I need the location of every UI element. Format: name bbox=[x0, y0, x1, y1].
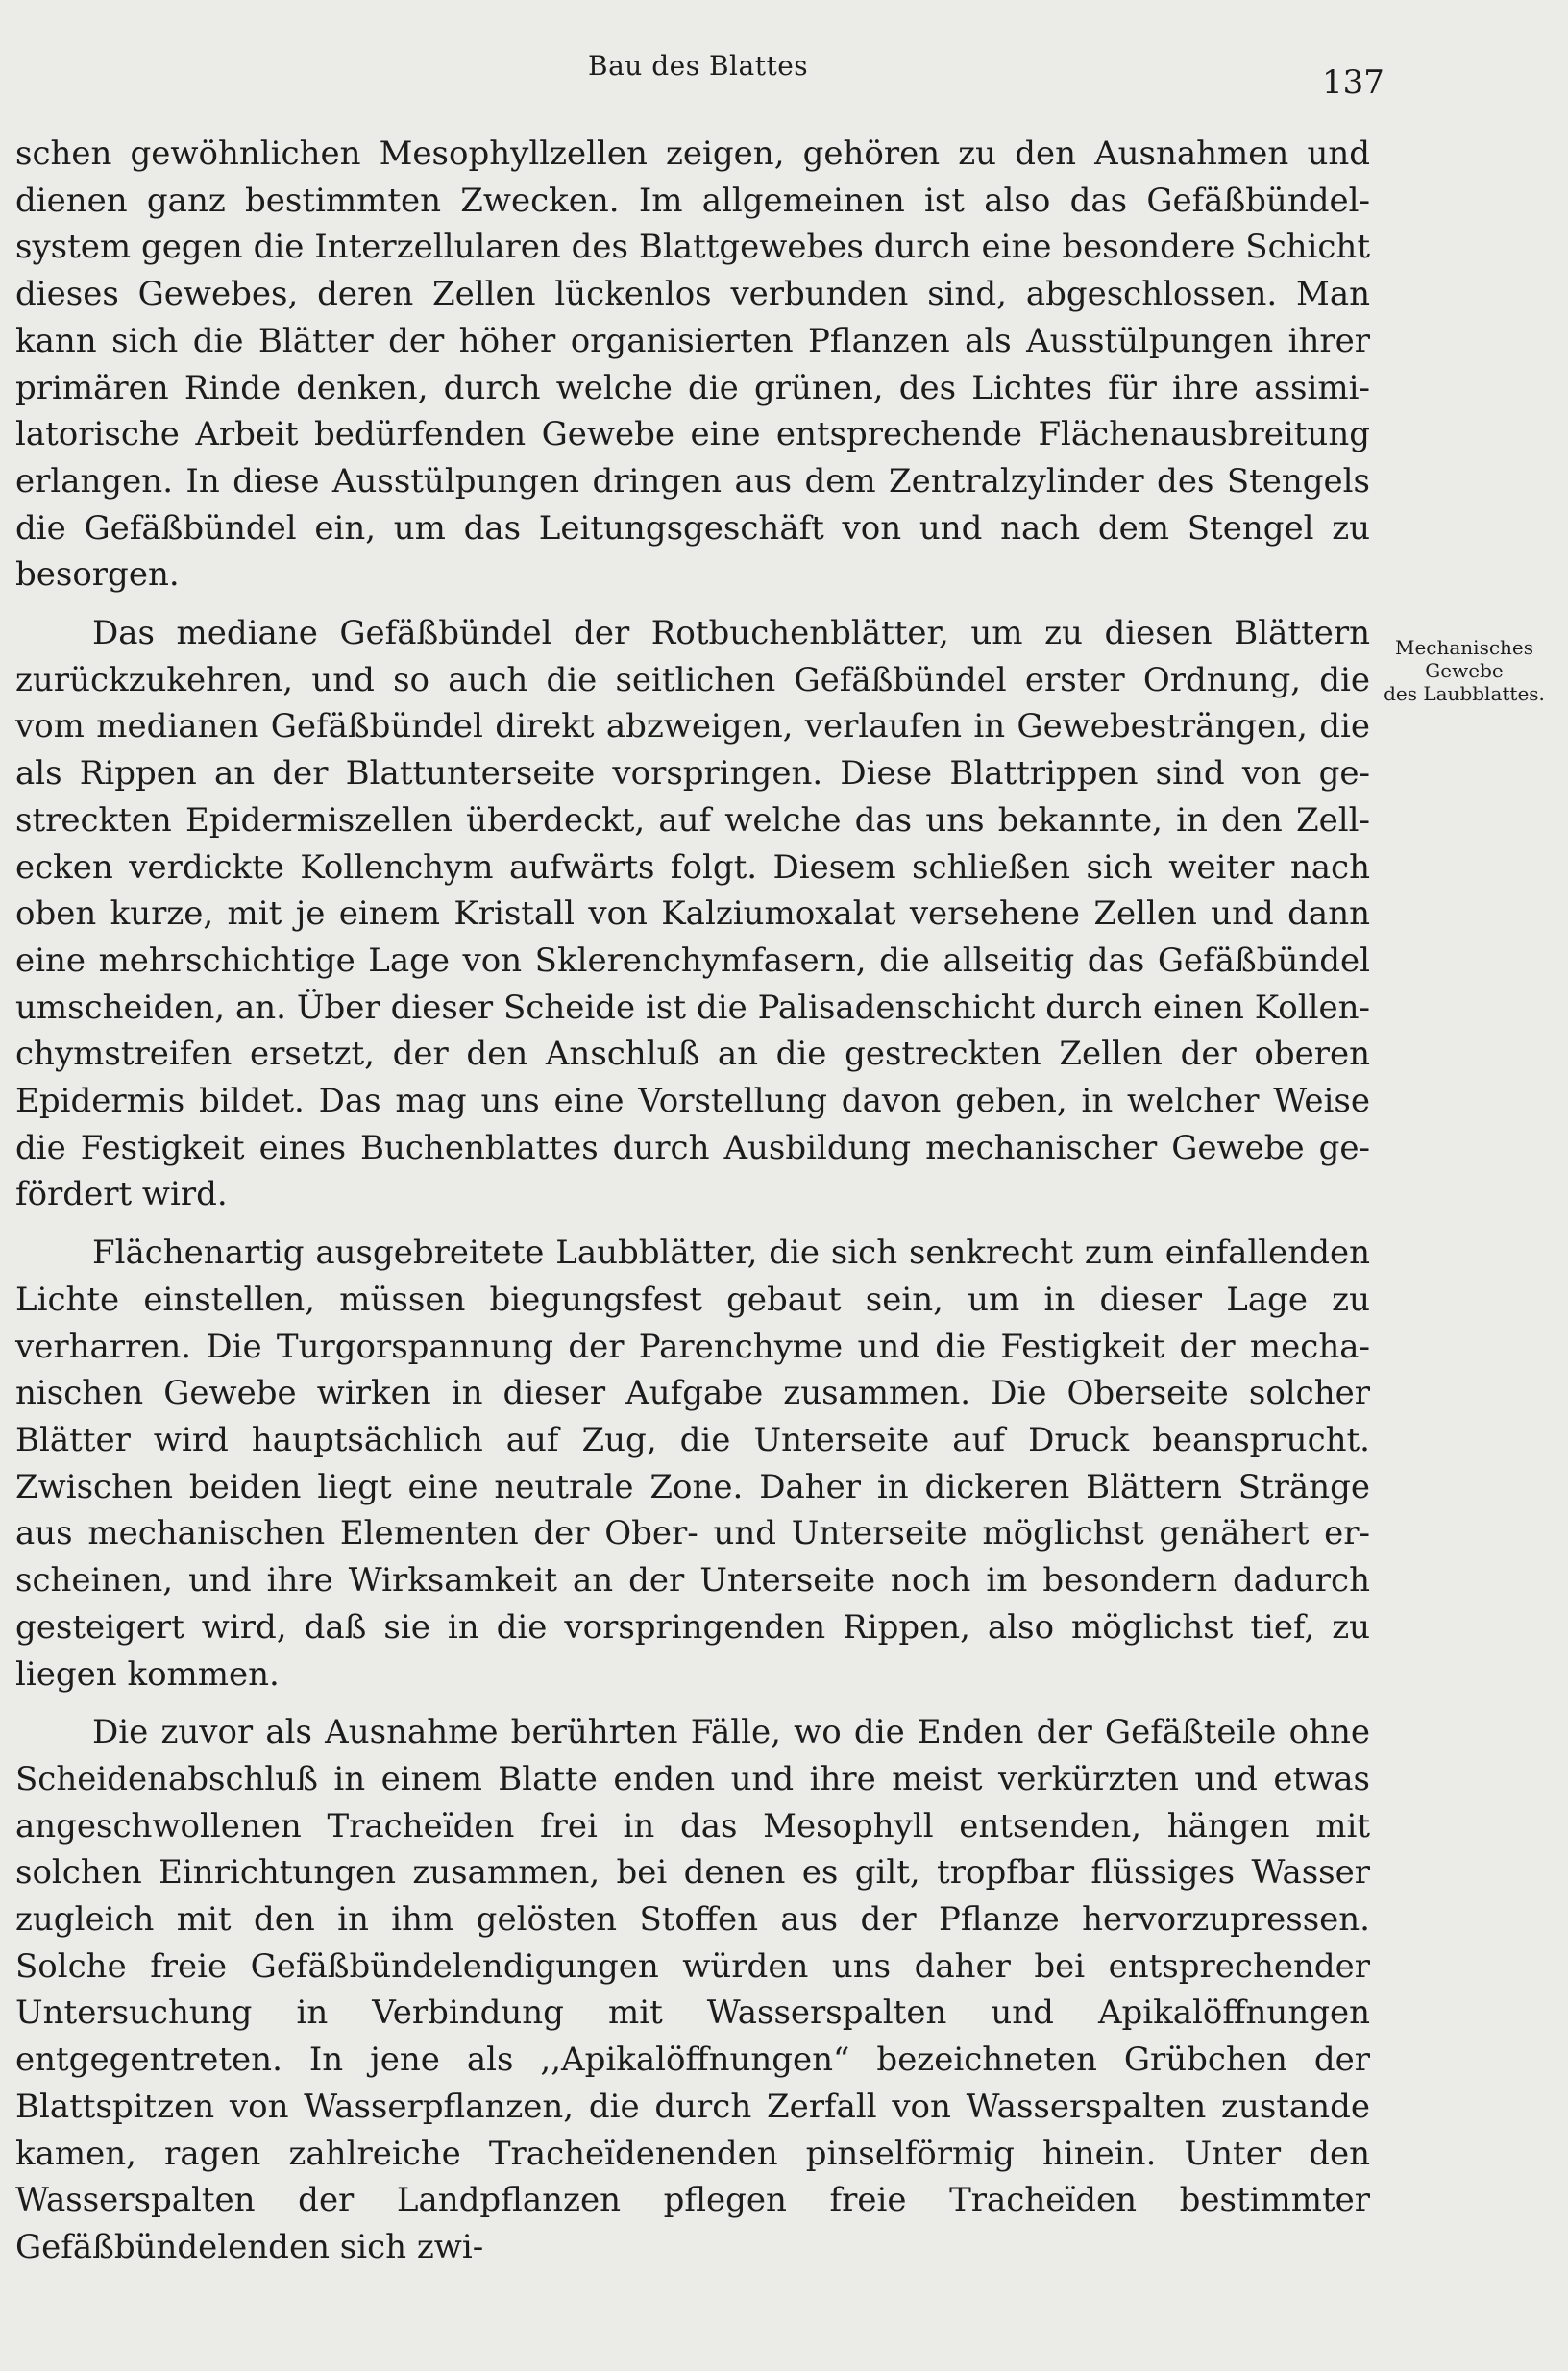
marginal-note bbox=[1378, 636, 1551, 705]
running-head: Bau des Blattes bbox=[588, 50, 809, 82]
paragraph: Das mediane Gefäßbündel der Rotbuchenblätter, um zu diesen Blättern zurückzukehren, und so auch die seitlichen Gefäßbündel erster Ordnung, die vom medianen Gefäßbündel direkt abzweigen, verlaufen in Gewebesträngen, die als Rippen an der Blattunterseite vorspringen. Diese Blattrippen sind von gestreckten Epidermiszellen überdeckt, auf welche das uns bekannte, in den Zellecken verdickte Kollenchym aufwärts folgt. Diesem schließen sich weiter nach oben kurze, mit je einem Kristall von Kalziumoxalat versehene Zellen und dann eine mehrschichtige Lage von Sklerenchymfasern, die allseitig das Gefäßbündel umscheiden, an. Über dieser Scheide ist die Palisadenschicht durch einen Kollenchymstreifen ersetzt, der den Anschluß an die gestreckten Zellen der oberen Epidermis bildet. Das mag uns eine Vorstellung davon geben, in welcher Weise die Festigkeit eines Buchenblattes durch Ausbildung mechanischer Gewebe gefördert wird. bbox=[15, 614, 1370, 1214]
marginal-note-line: Mechanisches bbox=[1394, 636, 1534, 659]
paragraph-continuation: schen gewöhnlichen Mesophyllzellen zeigen, gehören zu den Ausnahmen und dienen ganz bestimmten Zwecken. Im allgemeinen ist also das Gefäßbündelsystem gegen die Interzellularen des Blattgewebes durch eine besondere Schicht dieses Gewebes, deren Zellen lückenlos verbunden sind, abgeschlossen. Man kann sich die Blätter der höher organisierten Pflanzen als Ausstülpungen ihrer primären Rinde denken, durch welche die grünen, des Lichtes für ihre assimilatorische Arbeit bedürfenden Gewebe eine entsprechende Flächenausbreitung erlangen. In diese Ausstülpungen dringen aus dem Zentralzylinder des Stengels die Gefäßbündel ein, um das Leitungsgeschäft von und nach dem Stengel zu besorgen. bbox=[15, 134, 1370, 595]
paragraph: Die zuvor als Ausnahme berührten Fälle, wo die Enden der Gefäßteile ohne Scheidenabschluß in einem Blatte enden und ihre meist verkürzten und etwas angeschwollenen Tracheïden frei in das Mesophyll entsenden, hängen mit solchen Einrichtungen zusammen, bei denen es gilt, tropfbar flüssiges Wasser zugleich mit den in ihm gelösten Stoffen aus der Pflanze hervorzupressen. Solche freie Gefäßbündelendigungen würden uns daher bei entsprechender Untersuchung in Verbindung mit Wasserspalten und Apikalöffnungen entgegentreten. In jene als ,,Apikalöffnungen“ bezeichneten Grübchen der Blattspitzen von Wasserpflanzen, die durch Zerfall von Wasserspalten zustande kamen, ragen zahlreiche Tracheïdenenden pinselförmig hinein. Unter den Wasserspalten der Landpflanzen pflegen freie Tracheïden bestimmter Gefäßbündelenden sich zwi- bbox=[15, 1713, 1370, 2266]
page-number: 137 bbox=[1322, 63, 1384, 102]
paragraph: Flächenartig ausgebreitete Laubblätter, die sich senkrecht zum einfallenden Lichte einstellen, müssen biegungsfest gebaut sein, um in dieser Lage zu verharren. Die Turgorspannung der Parenchyme und die Festigkeit der mechanischen Gewebe wirken in dieser Aufgabe zusammen. Die Oberseite solcher Blätter wird hauptsächlich auf Zug, die Unterseite auf Druck beansprucht. Zwischen beiden liegt eine neutrale Zone. Daher in dickeren Blättern Stränge aus mechanischen Elementen der Ober- und Unterseite möglichst genähert erscheinen, und ihre Wirksamkeit an der Unterseite noch im besondern dadurch gesteigert wird, daß sie in die vorspringenden Rippen, also möglichst tief, zu liegen kommen. bbox=[15, 1234, 1370, 1694]
body-text bbox=[15, 131, 1370, 2283]
marginal-note-line: Gewebe bbox=[1425, 659, 1504, 682]
marginal-note-line: des Laubblattes. bbox=[1384, 682, 1545, 705]
